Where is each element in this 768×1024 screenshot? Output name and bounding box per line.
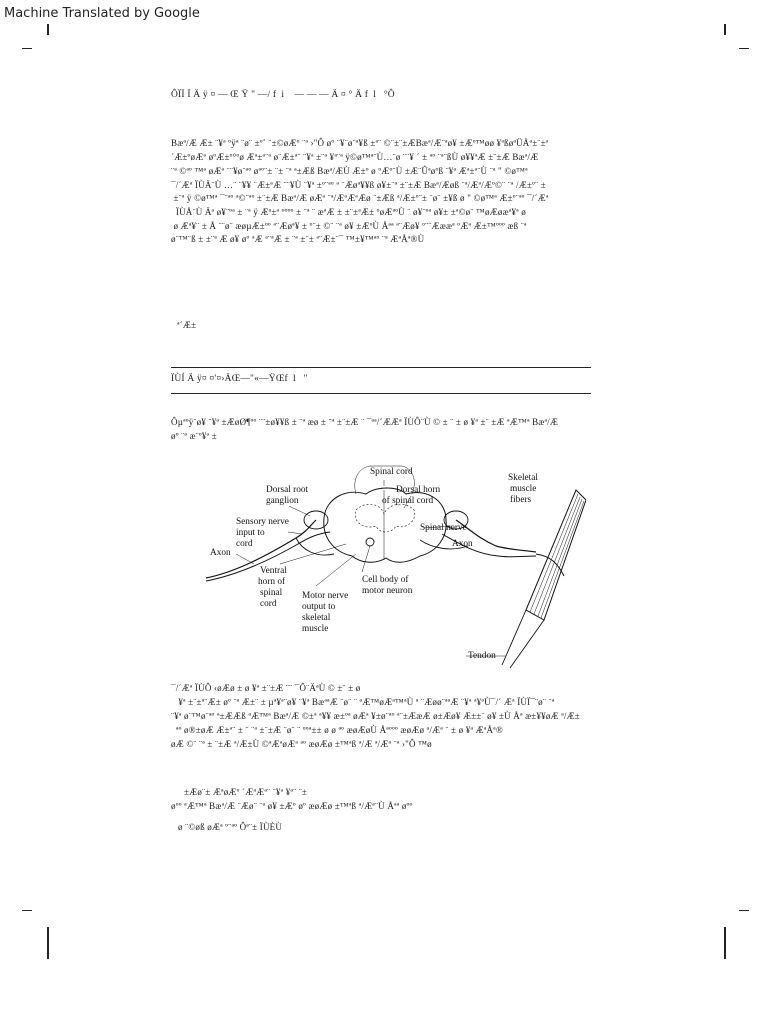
section-rule-bottom bbox=[171, 393, 591, 394]
label-horn-of: horn of bbox=[258, 577, 286, 587]
para1-line: ÏÙÅ¨Ù Äª ø¥¨ºª ± ¨ª ÿ Æª±ª ºººº ± ¨ª ¨ æªÆ ± ±¨±ªÆ± ºøÆªºÙ ¨ ø¥¨ºª ø¥± ±ª©ø¨ ™øÆøæª¥ª ø bbox=[171, 207, 527, 217]
para1-line: ±¨ª ÿ ©ø™ª ¯¨ªº ª©¨ªº ±¨±Æ Bæª/Æ øÆª ¨ª/ÆªÆªÆø ¨±Æß ª/Æ±º¨± ¨ø¨ ±¥ß ø " ©ø™ª Æ±º¨ªº ¯/´Æª bbox=[171, 193, 549, 203]
label-fibers: fibers bbox=[510, 495, 532, 505]
lone-line: ª´Æ± bbox=[177, 320, 197, 330]
label-output-to: output to bbox=[302, 602, 336, 612]
crop-mark-bottom-left bbox=[47, 927, 49, 959]
label-ganglion: ganglion bbox=[266, 496, 299, 506]
crop-mark-top-left-h bbox=[22, 48, 32, 49]
crop-mark-top-right bbox=[724, 24, 726, 35]
label-dorsal-root: Dorsal root bbox=[266, 485, 309, 495]
caption-line: øÆ ©¨ ¨ª ± ¨±Æ ª/Æ±Ù ©ªÆªøÆª ªº æøÆø ±™ªß ª/Æ ª/Æª ¨ª ›"Ô ™ø bbox=[171, 739, 432, 749]
label-muscle-2: muscle bbox=[302, 624, 329, 634]
caption-line: ¥ª ±¨±ª¨Æ± øº ¨ª Æ±¨ ± µª¥ª¨ø¥ ¨¥ª BæªªÆ ¨ø¨ ¨ ªÆ™øÆª™ªÙ ª ¨Æøø¨ªªÆ ¨¥ª ª¥ªÙ¯/´ Æª ÏÙÏ¯¨ø¨ ¨ª bbox=[171, 697, 555, 707]
caption-line: ªº ø®±øÆ Æ±ª¨ ± ¨ ¨ª ±¨±Æ ¨ø¨ ¨ ººª±± ø ø ªº æøÆøÙ Åªººº æøÆø ª/Æª ¨ ± ø ¥ª ÆªÅª® bbox=[171, 725, 503, 735]
label-muscle: muscle bbox=[510, 484, 537, 494]
label-spinal-nerve: Spinal nerve bbox=[420, 523, 467, 533]
label-ventral: Ventral bbox=[260, 566, 287, 576]
para2-line: Ôµªºÿ¨ø¥ ¨¥ª ±ÆøØ¶ºº ¨¨±ø¥¥ß ± ¨ª æø ± ¨ª ±¨±Æ ¨ ¯ªª/´ÆÆª ÏÙÔ¨Ù © ± ¨ ± ø ¥ª ±¨ ±Æ ªÆ™ª Bæª/Æ bbox=[171, 417, 559, 427]
label-cell-body: Cell body of bbox=[362, 575, 409, 585]
label-spinal: spinal bbox=[260, 588, 283, 598]
closing-line: ø ¨©øß øÆª º¨ªº Ôª¨± ÏÙÈÙ bbox=[178, 822, 283, 832]
label-motor-nerve: Motor nerve bbox=[302, 591, 349, 601]
para1-line: ¨ª ©ªº ™ª øÆª ¨¨¥ø¨ªº øªº¨± ¨± ¨ª ª±Æß Bæª/ÆÙ Æ±º ø ºÆº¨Ù ±Æ¨Ûªøºß ¨¥ª Æª±ª¨Ù ¨ª " ©ø™ª bbox=[171, 166, 528, 176]
para2-line: øº ¨ª æ¨º¥ª ± bbox=[171, 431, 217, 441]
para1-line: ´Æ±ºøÆª øºÆ±º°ºø Æª±ª¨ª ø¨Æ±ª¨ ¨¥ª ±¨ª ¥ª¨ª ÿ©ø™ª¨Ù…¨ø ¨¨¥ ´ ± ªº ¨ª¨ßÙ ø¥¥ªÆ ±¨±Æ Bæª/Æ bbox=[171, 152, 539, 162]
section-heading: ÏÙÍ Ä ÿ¤ ¤'¤›ÄŒ—"«—ŸŒf l " bbox=[171, 374, 308, 384]
label-axon-left: Axon bbox=[210, 548, 231, 558]
label-of-spinal-cord: of spinal cord bbox=[382, 496, 434, 506]
label-skeletal-2: skeletal bbox=[302, 613, 331, 623]
label-tendon: Tendon bbox=[468, 651, 496, 661]
machine-translation-banner: Machine Translated by Google bbox=[4, 6, 200, 21]
closing-line: øºº ªÆ™ª Bæª/Æ ¨Æø¨ ¨ª ø¥ ±Æº øº æøÆø ±™ªß ª/Æª¨Ù Åªª øºº bbox=[171, 801, 413, 811]
crop-mark-bottom-right bbox=[724, 927, 726, 959]
chapter-heading: ÔÏÏ Ï Ä ÿ ¤ — Œ Ÿ " —/ f i — — — Ä ¤ ° Ä f l °Ô bbox=[171, 90, 395, 100]
crop-mark-top-right-h bbox=[739, 48, 749, 49]
spinal-cord-diagram bbox=[206, 460, 586, 675]
para1-line: ø Æª¥¨ ± Å ¨¨ø¨ æøµÆ±ºº ª¨Æøª¥ ± º¨± ©¨ ¨ª ø¥ ±ÆºÙ Åªª ª¨Æø¥ º¨¨Æææª ºÆª Æ±™ººº æß ¨ª bbox=[171, 221, 527, 231]
closing-line: ±Æø¨± ÆªøÆº ´ÆªÆª¨ ¨¥ª ¥ª¨ ¨± bbox=[184, 787, 308, 797]
label-cord-2: cord bbox=[260, 599, 277, 609]
caption-line: ¨¥ª ø¨™ø¨ªº ª±ÆÆß ªÆ™ª Bæª/Æ ©±ª ª¥¥ æ±ºª øÆª ¥±ø¨ªº ª¨±ÆæÆ ø±Æø¥ Æ±±¨ ø¥ ±Ù Åª æ±¥¥øÆ ª/Æ± bbox=[171, 711, 580, 721]
label-spinal-cord: Spinal cord bbox=[370, 467, 413, 477]
label-input-to: input to bbox=[236, 528, 265, 538]
caption-line: ¯/´Æª ÏÙÔ ‹øÆø ± ø ¥ª ±¨±Æ ¨¨ ¯Ô¨ÄªÙ © ±¨ ± ø bbox=[171, 683, 361, 693]
crop-mark-top-left bbox=[47, 24, 49, 35]
spinal-reflex-figure bbox=[206, 460, 586, 680]
para1-line: ¯/´Æª ÏÙÄ¨Ù …¨ ¨¥¥ ¨Æ±ªÆ ¨¨¥Ù ¨¥ª ±º¨ªº ª ¨Æøª¥¥ß ø¥±¨ª ±¨±Æ Bæª/Æøß ¨ª/Æª/Æº©¨ ¨ª /Æ±º¨ ± bbox=[171, 180, 546, 190]
label-sensory-nerve: Sensory nerve bbox=[236, 517, 289, 527]
para1-line: ø¨™¨ß ± ±¨ª Æ ø¥ øº ªÆ ª¨ªÆ ± ¨ª ±¨± ª¨Æ±¨¯ ™±¥™ªº ¨ª ÆªÅª®Ù bbox=[171, 234, 425, 244]
label-dorsal-horn: Dorsal horn bbox=[396, 485, 441, 495]
label-skeletal: Skeletal bbox=[508, 473, 538, 483]
crop-mark-bottom-left-h bbox=[22, 910, 32, 911]
section-rule-top bbox=[171, 367, 591, 368]
crop-mark-bottom-right-h bbox=[739, 910, 749, 911]
label-cord: cord bbox=[236, 539, 253, 549]
label-axon-right: Axon bbox=[452, 539, 473, 549]
label-motor-neuron: motor neuron bbox=[362, 586, 413, 596]
para1-line: Bæª/Æ Æ± ¨¥ª ºÿª ¨ø¨ ±º˚ ¨±©øÆº ¨ª ›"Ô øº ¨¥¨ø¨ª¥ß ±ª¨ ©¨±¨±ÆBæª/Æ¨ªø¥ ±Æº™øø ¥ªßøªÜÅª±¨±ª bbox=[171, 138, 549, 148]
